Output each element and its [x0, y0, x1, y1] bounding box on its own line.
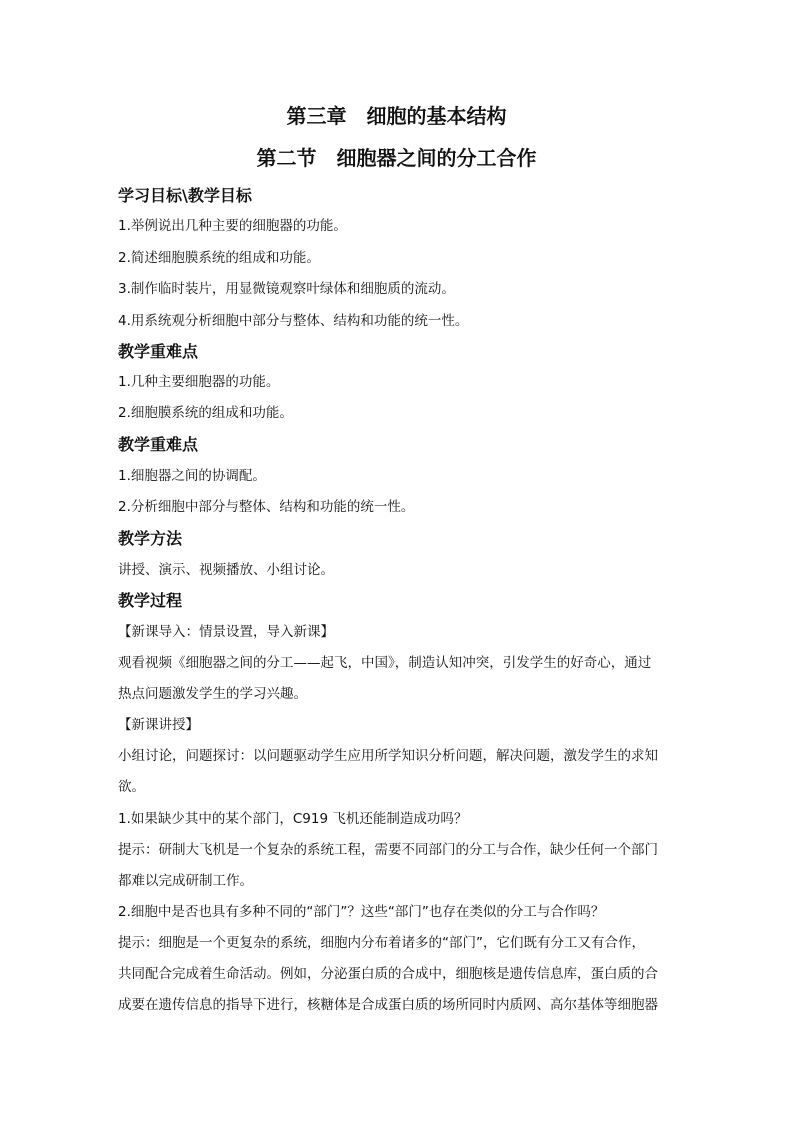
answer-1-line: 提示：研制大飞机是一个复杂的系统工程，需要不同部门的分工与合作，缺少任何一个部门 [118, 842, 658, 858]
objective-item: 2.简述细胞膜系统的组成和功能。 [118, 250, 320, 266]
lecture-label: 【新课讲授】 [118, 717, 199, 733]
difficult-point-item: 1.细胞器之间的协调配。 [118, 468, 266, 484]
answer-2-line: 成要在遗传信息的指导下进行，核糖体是合成蛋白质的场所同时内质网、高尔基体等细胞器 [118, 997, 658, 1013]
methods-heading: 教学方法 [118, 529, 183, 548]
answer-2-line: 提示：细胞是一个更复杂的系统，细胞内分布着诸多的“部门”，它们既有分工又有合作， [118, 935, 645, 951]
answer-2-line: 共同配合完成着生命活动。例如，分泌蛋白质的合成中，细胞核是遗传信息库，蛋白质的合 [118, 966, 658, 982]
chapter-title: 第三章 细胞的基本结构 [286, 104, 507, 128]
intro-label: 【新课导入：情景设置，导入新课】 [118, 624, 334, 640]
intro-text-line: 观看视频《细胞器之间的分工——起飞，中国》，制造认知冲突，引发学生的好奇心，通过 [118, 655, 652, 671]
question-2: 2.细胞中是否也具有多种不同的“部门”？这些“部门”也存在类似的分工与合作吗？ [118, 904, 605, 920]
objective-item: 4.用系统观分析细胞中部分与整体、结构和功能的统一性。 [118, 313, 469, 329]
key-point-item: 2.细胞膜系统的组成和功能。 [118, 405, 293, 421]
answer-1-line: 都难以完成研制工作。 [118, 873, 253, 889]
discussion-text-line: 小组讨论，问题探讨：以问题驱动学生应用所学知识分析问题，解决问题，激发学生的求知 [118, 748, 658, 764]
section-title: 第二节 细胞器之间的分工合作 [256, 146, 537, 170]
key-point-item: 1.几种主要细胞器的功能。 [118, 374, 280, 390]
methods-text: 讲授、演示、视频播放、小组讨论。 [118, 562, 334, 578]
objectives-heading: 学习目标\教学目标 [118, 186, 252, 205]
discussion-text-line: 欲。 [118, 779, 145, 795]
difficult-point-item: 2.分析细胞中部分与整体、结构和功能的统一性。 [118, 499, 415, 515]
objective-item: 1.举例说出几种主要的细胞器的功能。 [118, 218, 347, 234]
process-heading: 教学过程 [118, 591, 183, 610]
difficult-points-heading: 教学重难点 [118, 435, 199, 454]
question-1: 1.如果缺少其中的某个部门，C919 飞机还能制造成功吗？ [118, 811, 468, 827]
intro-text-line: 热点问题激发学生的学习兴趣。 [118, 686, 307, 702]
objective-item: 3.制作临时装片，用显微镜观察叶绿体和细胞质的流动。 [118, 281, 455, 297]
key-points-heading: 教学重难点 [118, 342, 199, 361]
